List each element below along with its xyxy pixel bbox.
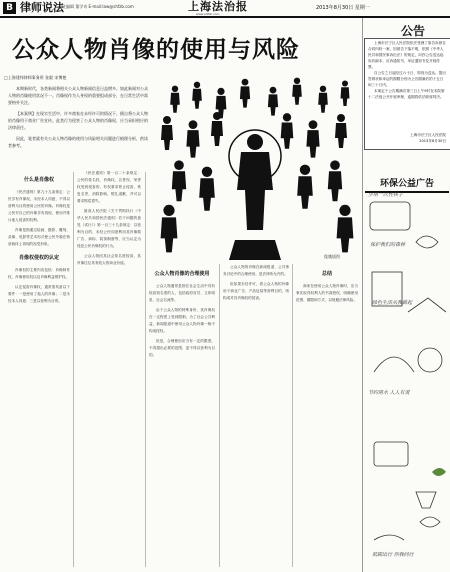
article-byline: □上海建纬律师事务所 张毅 宋博艳 [4,75,67,80]
lead-paragraph: 因此，笔者就有关公众人物肖像的使用与风险相关问题进行梳理分析，供读者参考。 [8,136,148,148]
notice-text [368,40,446,100]
column-paragraph: 最高人民法院《关于贯彻执行〈中华人民共和国民法通则〉若干问题的意见（试行）》第一百三十九条规定：以营利为目的，未经公民同意利用其肖像做广告、商标、装饰橱窗等，应当认定为侵犯公民肖像权的行为。 [77,209,141,248]
column-paragraph: 公众人物因其社会知名度较高，其肖像往往具有较大的商业价值。 [77,254,141,265]
notice-paragraph: 自公告之日起经过六十日，即视为送达。提出答辩状和举证的期限分别为公告期满后的十五日和三十日内。 [368,71,446,87]
crowd-illustration [155,70,361,260]
article-column-1 [8,170,70,308]
column-paragraph: 肖像权的主要内容包括：肖像制作权、肖像使用权以及肖像利益维护权。 [8,268,70,279]
column-paragraph: 但是，合理使用应当有一定的限度，不得超出必要的范围，更不得以营利为目的。 [149,339,215,357]
leaf-icon [432,468,446,476]
column-paragraph: 由于公众人物的特殊身份，其肖像权在一定程度上受到限制。为了社会公共利益，新闻报道中使用公众人物肖像一般不构成侵权。 [149,308,215,333]
column-divider [73,172,74,567]
ad-line: 少用一次性筷子 [368,192,404,198]
notice-date: 2013年8月30日 [419,139,446,143]
column-paragraph: 认定侵害肖像权，通常需具备以下要件：一是使用了他人的肖像；二是未经本人同意；三是以营利为目的。 [8,285,70,303]
article-headline: 公众人物肖像的使用与风险 [12,36,300,63]
notice-paragraph: 上海市长宁区人民法院依法受理了原告诉被告合同纠纷一案，因被告下落不明，依照《中华人民共和国民事诉讼法》的规定，向你公告送达起诉状副本、应诉通知书、举证通知书及开庭传票。 [368,41,446,69]
column-paragraph: 但如果未经许可，将公众人物的肖像用于商业广告、产品包装等营利目的，则构成对其肖像权的侵害。 [223,282,289,300]
column-paragraph: 《民法通则》第一百二十条规定：公民的姓名权、肖像权、名誉权、荣誉权受到侵害的，有权要求停止侵害，恢复名誉，消除影响，赔礼道歉，并可以要求赔偿损失。 [77,171,141,203]
article-column-2 [77,170,141,270]
column-paragraph: 肖像是指通过绘画、摄影、雕刻、录像、电影等艺术形式使公民外貌在物质载体上再现的视觉形象。 [8,228,70,246]
ad-line: 保护我们的森林 [370,242,406,248]
notice-title: 公告 [400,24,425,38]
column-divider [219,264,220,567]
notice-paragraph: 本案定于公告期满后第三日上午9时在本院第十二法庭公开开庭审理，逾期将依法缺席判决。 [368,89,445,99]
ad-title: 环保公益广告 [365,176,449,193]
section-title: 律师说法 [20,1,64,14]
article-column-3 [149,264,215,362]
column-subhead: 公众人物肖像的合理使用 [154,271,210,277]
masthead-url: www.shfzb.com [196,12,220,16]
ad-line: 绿色生活从我做起 [372,300,413,306]
illustration-caption: 俊娥插图 [324,254,340,259]
section-badge: B [3,2,16,14]
column-subhead: 肖像权侵权的认定 [18,255,59,261]
article-lead [8,85,151,153]
lead-paragraph: 本期新时代，各类新闻将相关公众人物新闻信息日益增多。如此新闻对公众人物的肖像使用状况不一。肖像权作为人身权的重要组成部分，在日常生活中需要格外关注。 [8,86,148,105]
ad-line: 低碳出行 你我同行 [372,552,414,558]
editor-line: 责任编辑 董学奇 E-mail:law@shfzb.com [58,4,134,9]
notice-signature [376,132,446,144]
column-subhead: 总结 [321,271,332,277]
column-paragraph: 《民法通则》第九十九条规定：公民享有肖像权，未经本人同意，不得以营利为目的使用公民的肖像。肖像权是公民对自己的肖像享有再现、使用并排斥他人侵害的权利。 [8,190,70,222]
column-subhead: 什么是肖像权 [23,177,54,183]
article-column-4 [223,264,289,305]
column-paragraph: 公众人物的肖像在新闻报道、公共事务讨论中的合理使用，是法律所允许的。 [223,265,289,276]
lead-paragraph: 【本案例】在现实生活中，许多商家在未经许可的情况下，擅自将公众人物的肖像用于商业广告宣传。此类行为侵害了公众人物的肖像权，应当承担相应的法律责任。 [8,111,148,130]
issue-date: 2013年8月30日 星期一 [316,5,370,11]
column-paragraph: 商家在使用公众人物肖像时，应当事先取得权利人的书面授权，明确使用范围、期限和方式，以规避法律风险。 [296,284,358,302]
column-divider [292,264,293,567]
column-paragraph: 公众人物通常是指在社会生活中具有较高知名度的人，包括政府官员、文体明星、社会名流等。 [149,284,215,302]
ad-line: 节约用水 人人有责 [368,390,410,396]
newspaper-masthead: 上海法治报 [188,0,248,13]
column-divider [145,172,146,567]
article-column-5 [296,264,358,307]
notice-signer: 上海市长宁区人民法院 [410,133,446,137]
